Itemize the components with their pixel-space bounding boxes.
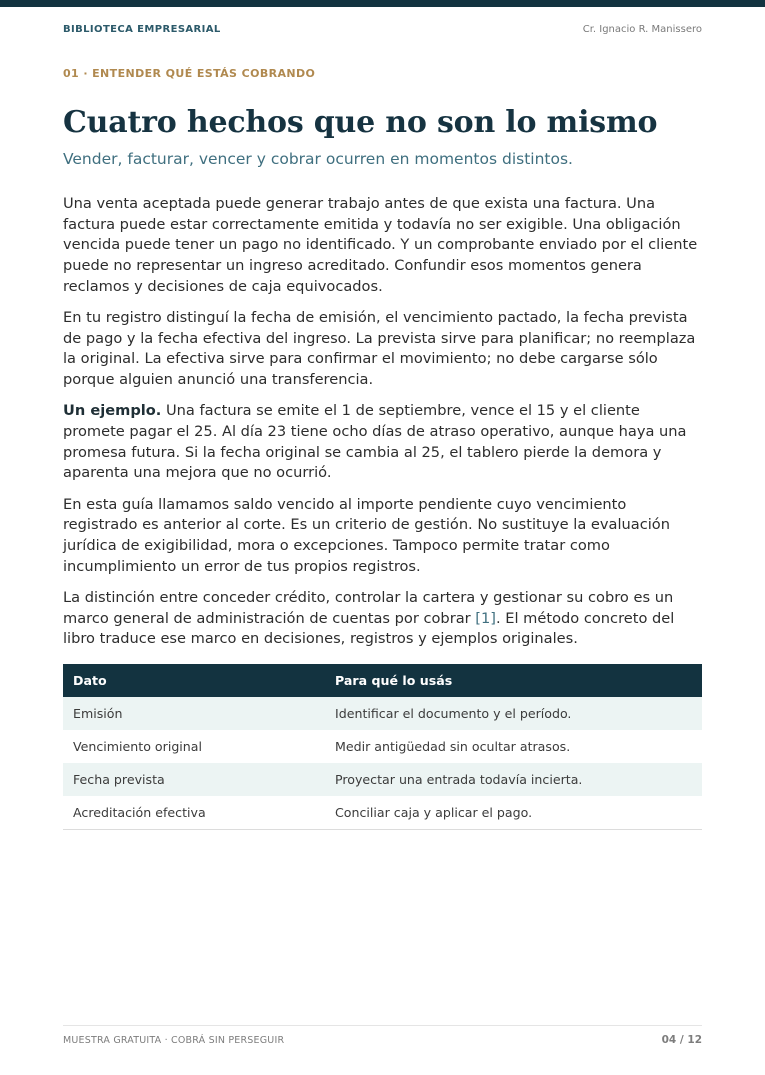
table-cell: Conciliar caja y aplicar el pago. — [325, 796, 702, 830]
author-name: Cr. Ignacio R. Manissero — [582, 24, 702, 35]
paragraph — [63, 588, 703, 650]
example-lead: Un ejemplo. — [63, 402, 162, 420]
table-cell: Identificar el documento y el período. — [325, 697, 702, 730]
body-text — [63, 194, 703, 661]
brand-name: BIBLIOTECA EMPRESARIAL — [63, 24, 221, 35]
paragraph: En esta guía llamamos saldo vencido al importe pendiente cuyo vencimiento registrado es anterior al corte. Es un criterio de gestión. No sustituye la evaluación jurídica de exigibilidad, mora o excepciones. Tampoco permite tratar como incumplimiento un error de tus propios registros. — [63, 495, 670, 575]
table-row — [63, 697, 702, 730]
example-paragraph — [63, 401, 703, 484]
table-cell: Vencimiento original — [73, 739, 203, 754]
paragraph: Una venta aceptada puede generar trabajo antes de que exista una factura. Una factura puede estar correctamente emitida y todavía no ser exigible. Una obligación vencida puede tener un pago no identificado. Y un comprobante enviado por el cliente puede no representar un ingreso acreditado. Confundir esos momentos genera reclamos y decisiones de caja equivocados. — [63, 195, 698, 295]
table-cell: Acreditación efectiva — [63, 796, 325, 830]
citation-link[interactable]: [1] — [475, 609, 496, 627]
paragraph-text: La distinción entre conceder crédito, controlar la cartera y gestionar su cobro es un marco general de administración de cuentas por cobrar — [63, 588, 674, 627]
page-number: 04 / 12 — [661, 1034, 702, 1046]
page-subtitle: Vender, facturar, vencer y cobrar ocurren en momentos distintos. — [63, 150, 573, 168]
table-cell: Medir antigüedad sin ocultar atrasos. — [335, 739, 571, 754]
example-text: Una factura se emite el 1 de septiembre, vence el 15 y el cliente promete pagar el 25. Al día 23 tiene ocho días de atraso operativo, aunque haya una promesa futura. Si la fecha original se cambia al 25, el tablero pierde la demora y aparenta una mejora que no ocurrió. — [63, 402, 687, 482]
table-row — [63, 763, 702, 796]
paragraph: En tu registro distinguí la fecha de emisión, el vencimiento pactado, la fecha prevista de pago y la fecha efectiva del ingreso. La prevista sirve para planificar; no reemplaza la original. La efectiva sirve para confirmar el movimiento; no debe cargarse sólo porque alguien anunció una transferencia. — [63, 309, 696, 389]
page-title: Cuatro hechos que no son lo mismo — [63, 105, 658, 140]
top-accent-bar — [0, 0, 765, 7]
paragraph-text: . El método concreto del libro traduce ese marco en decisiones, registros y ejemplos originales. — [63, 609, 675, 648]
table-row — [63, 796, 702, 830]
page-header — [63, 24, 702, 38]
table-cell: Emisión — [63, 697, 325, 730]
table-cell: Fecha prevista — [63, 763, 325, 796]
section-kicker: 01 · ENTENDER QUÉ ESTÁS COBRANDO — [63, 67, 316, 80]
footer-title: MUESTRA GRATUITA · COBRÁ SIN PERSEGUIR — [63, 1035, 285, 1046]
table-header-row — [63, 664, 702, 697]
column-header: Para qué lo usás — [325, 664, 702, 697]
column-header: Dato — [63, 664, 325, 697]
footer-divider — [63, 1025, 702, 1026]
table-row — [63, 730, 702, 763]
table-cell: Proyectar una entrada todavía incierta. — [325, 763, 702, 796]
data-table — [63, 664, 702, 830]
